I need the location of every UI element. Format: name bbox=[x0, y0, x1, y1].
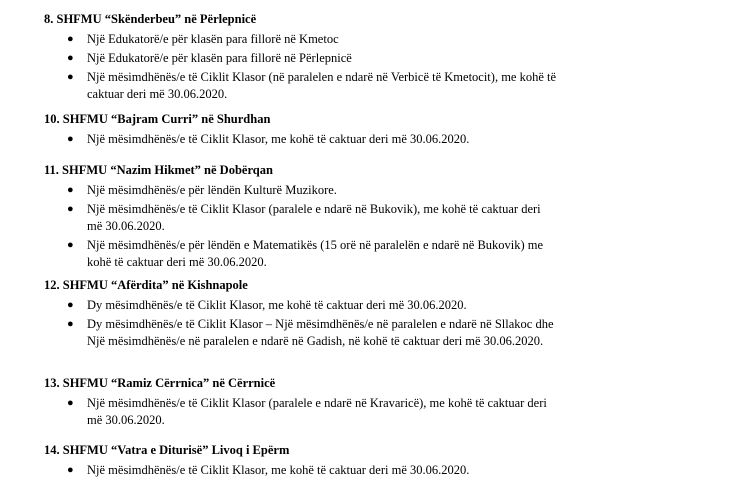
vacancy-list bbox=[44, 131, 664, 148]
bullet-icon: ● bbox=[67, 184, 74, 196]
bullet-icon: ● bbox=[67, 52, 74, 64]
list-item bbox=[44, 50, 664, 67]
list-item-text: Një mësimdhënës/e për lëndën e Matematikës (15 orë në paralelën e ndarë në Bukovik) me kohë të caktuar deri më 30.06.2020. bbox=[87, 238, 544, 269]
vacancy-list bbox=[44, 297, 664, 350]
section-shfmu-bajram-curri bbox=[44, 111, 664, 150]
section-heading: 8. SHFMU “Skënderbeu” në Përlepnicë bbox=[44, 12, 257, 26]
list-item bbox=[44, 201, 664, 235]
bullet-icon: ● bbox=[67, 299, 74, 311]
bullet-icon: ● bbox=[67, 71, 74, 83]
section-shfmu-nazim-hikmet bbox=[44, 162, 664, 273]
section-heading: 12. SHFMU “Afërdita” në Kishnapole bbox=[44, 278, 248, 292]
list-item-text: Një mësimdhënës/e të Ciklit Klasor, me kohë të caktuar deri më 30.06.2020. bbox=[87, 463, 470, 477]
list-item-text: Dy mësimdhënës/e të Ciklit Klasor – Një mësimdhënës/e në paralelen e ndarë në Sllakoc dhe Një mësimdhënës/e në paralelen e ndarë në Gadish, në kohë të caktuar deri më 30.06.2020. bbox=[87, 317, 554, 348]
vacancy-list bbox=[44, 182, 664, 271]
list-item-text: Një mësimdhënës/e për lëndën Kulturë Muzikore. bbox=[87, 183, 337, 197]
bullet-icon: ● bbox=[67, 133, 74, 145]
section-shfmu-skenderbeu bbox=[44, 11, 664, 105]
list-item bbox=[44, 316, 664, 350]
bullet-icon: ● bbox=[67, 203, 74, 215]
list-item bbox=[44, 182, 664, 199]
section-shfmu-vatra-e-diturise bbox=[44, 442, 664, 481]
list-item bbox=[44, 237, 664, 271]
list-item bbox=[44, 462, 664, 479]
list-item bbox=[44, 131, 664, 148]
list-item bbox=[44, 31, 664, 48]
list-item bbox=[44, 297, 664, 314]
bullet-icon: ● bbox=[67, 318, 74, 330]
vacancy-list bbox=[44, 395, 664, 429]
list-item-text: Një mësimdhënës/e të Ciklit Klasor (paralele e ndarë në Bukovik), me kohë të caktuar deri më 30.06.2020. bbox=[87, 202, 541, 233]
section-heading: 14. SHFMU “Vatra e Diturisë” Livoq i Epërm bbox=[44, 443, 290, 457]
bullet-icon: ● bbox=[67, 33, 74, 45]
list-item-text: Një Edukatorë/e për klasën para fillorë në Kmetoc bbox=[87, 32, 339, 46]
section-shfmu-ramiz-cerrnica bbox=[44, 375, 664, 431]
bullet-icon: ● bbox=[67, 464, 74, 476]
section-heading: 13. SHFMU “Ramiz Cërrnica” në Cërrnicë bbox=[44, 376, 276, 390]
list-item-text: Dy mësimdhënës/e të Ciklit Klasor, me kohë të caktuar deri më 30.06.2020. bbox=[87, 298, 467, 312]
list-item-text: Një mësimdhënës/e të Ciklit Klasor, me kohë të caktuar deri më 30.06.2020. bbox=[87, 132, 470, 146]
list-item-text: Një Edukatorë/e për klasën para fillorë në Përlepnicë bbox=[87, 51, 352, 65]
section-shfmu-aferdita bbox=[44, 277, 664, 352]
section-heading: 10. SHFMU “Bajram Curri” në Shurdhan bbox=[44, 112, 271, 126]
list-item bbox=[44, 395, 664, 429]
bullet-icon: ● bbox=[67, 239, 74, 251]
list-item-text: Një mësimdhënës/e të Ciklit Klasor (në paralelen e ndarë në Verbicë të Kmetocit), me kohë të caktuar deri më 30.06.2020. bbox=[87, 70, 557, 101]
vacancy-list bbox=[44, 462, 664, 479]
section-heading: 11. SHFMU “Nazim Hikmet” në Dobërqan bbox=[44, 163, 273, 177]
list-item bbox=[44, 69, 664, 103]
bullet-icon: ● bbox=[67, 397, 74, 409]
vacancy-list bbox=[44, 31, 664, 103]
list-item-text: Një mësimdhënës/e të Ciklit Klasor (paralele e ndarë në Kravaricë), me kohë të caktuar deri më 30.06.2020. bbox=[87, 396, 547, 427]
